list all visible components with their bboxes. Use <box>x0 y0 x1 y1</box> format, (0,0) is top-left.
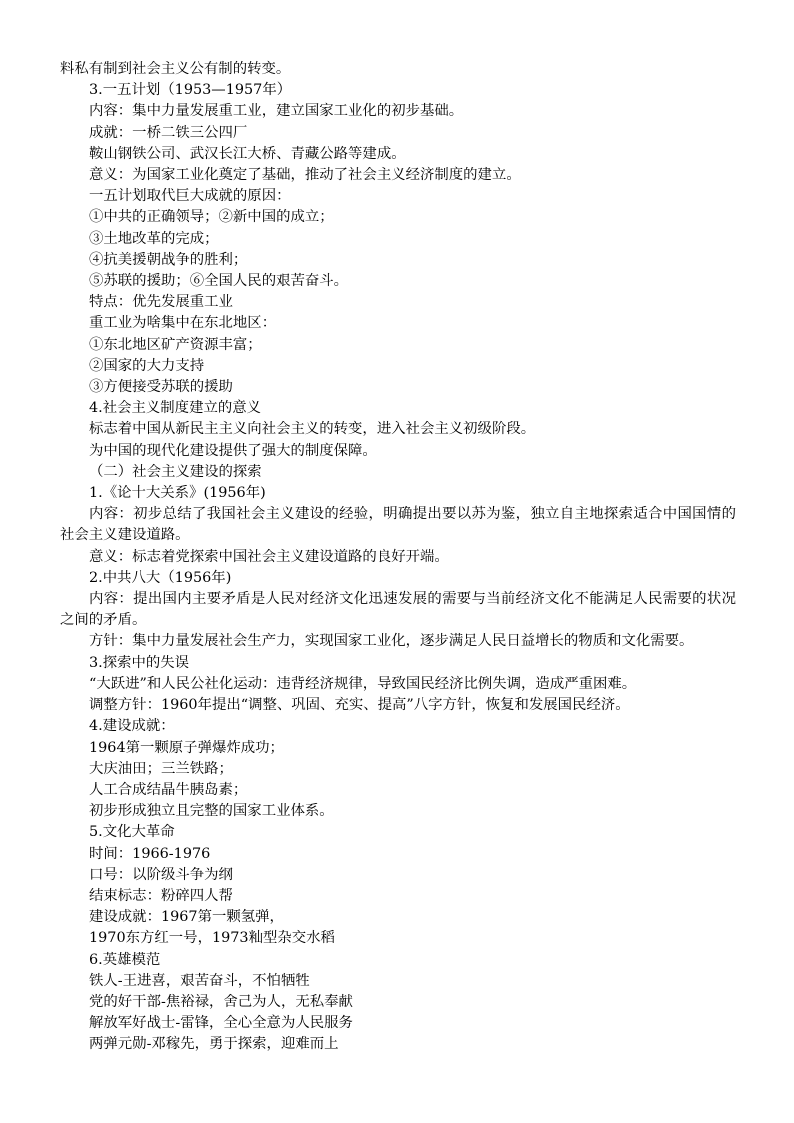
paragraph: 内容：提出国内主要矛盾是人民对经济文化迅速发展的需要与当前经济文化不能满足人民需要的状况之间的矛盾。 <box>60 591 736 629</box>
text-line: 口号：以阶级斗争为纲 <box>89 866 233 883</box>
list-item: 铁人-王进喜，艰苦奋斗，不怕牺牲 <box>89 972 310 989</box>
text-line: 重工业为啥集中在东北地区： <box>89 315 277 332</box>
list-item: ③土地改革的完成； <box>89 230 219 247</box>
text-line: 成就：一桥二铁三公四厂 <box>89 124 248 141</box>
paragraph: 方针：集中力量发展社会生产力，实现国家工业化，逐步满足人民日益增长的物质和文化需要。 <box>89 633 694 650</box>
list-item: ⑤苏联的援助；⑥全国人民的艰苦奋斗。 <box>89 273 349 290</box>
section-heading: 4.社会主义制度建立的意义 <box>89 400 262 417</box>
text-line: 结束标志：粉碎四人帮 <box>89 887 233 904</box>
text-line: 一五计划取代巨大成就的原因： <box>89 188 291 205</box>
text-line: 料私有制到社会主义公有制的转变。 <box>60 61 291 77</box>
text-line: 标志着中国从新民主主义向社会主义的转变，进入社会主义初级阶段。 <box>89 421 536 438</box>
list-item: ②国家的大力支持 <box>89 357 205 374</box>
list-item: ④抗美援朝战争的胜利； <box>89 251 248 268</box>
paragraph: 调整方针：1960年提出“调整、巩固、充实、提高”八字方针，恢复和发展国民经济。 <box>89 697 630 714</box>
text-line: 建设成就：1967第一颗氢弹， <box>89 909 284 926</box>
list-item: 解放军好战士-雷锋，全心全意为人民服务 <box>89 1015 353 1032</box>
section-heading: 4.建设成就： <box>89 718 175 735</box>
text-line: 为中国的现代化建设提供了强大的制度保障。 <box>89 442 377 459</box>
chapter-heading: （二）社会主义建设的探索 <box>89 463 262 480</box>
text-line: 1970东方红一号，1973籼型杂交水稻 <box>89 930 335 947</box>
text-line: 特点：优先发展重工业 <box>89 294 233 311</box>
list-item: 初步形成独立且完整的国家工业体系。 <box>89 803 334 820</box>
text-line: 意义：为国家工业化奠定了基础，推动了社会主义经济制度的建立。 <box>89 167 521 184</box>
list-item: 两弹元勋-邓稼先，勇于探索，迎难而上 <box>89 1036 339 1053</box>
section-heading: 3.一五计划（1953—1957年） <box>89 82 292 99</box>
text-line: 时间：1966-1976 <box>89 845 211 862</box>
section-heading: 6.英雄模范 <box>89 951 161 968</box>
text-line: 意义：标志着党探索中国社会主义建设道路的良好开端。 <box>89 548 449 565</box>
list-item: 大庆油田；三兰铁路； <box>89 760 233 777</box>
document-page <box>60 59 736 1056</box>
section-heading: 3.探索中的失误 <box>89 654 190 671</box>
paragraph: 内容：初步总结了我国社会主义建设的经验，明确提出要以苏为鉴，独立自主地探索适合中国国情的社会主义建设道路。 <box>60 506 736 544</box>
list-item: ①中共的正确领导；②新中国的成立； <box>89 209 334 226</box>
paragraph: “大跃进”和人民公社化运动：违背经济规律，导致国民经济比例失调，造成严重困难。 <box>89 675 637 692</box>
list-item: 党的好干部-焦裕禄，舍己为人，无私奉献 <box>89 993 353 1010</box>
list-item: 1964第一颗原子弹爆炸成功； <box>89 739 284 756</box>
section-heading: 1.《论十大关系》(1956年) <box>89 485 266 502</box>
list-item: ③方便接受苏联的援助 <box>89 379 233 396</box>
section-heading: 2.中共八大（1956年) <box>89 569 232 586</box>
section-heading: 5.文化大革命 <box>89 824 175 841</box>
text-line: 鞍山钢铁公司、武汉长江大桥、青藏公路等建成。 <box>89 145 406 162</box>
text-line: 内容：集中力量发展重工业，建立国家工业化的初步基础。 <box>89 103 464 120</box>
list-item: 人工合成结晶牛胰岛素； <box>89 781 248 798</box>
list-item: ①东北地区矿产资源丰富； <box>89 336 262 353</box>
